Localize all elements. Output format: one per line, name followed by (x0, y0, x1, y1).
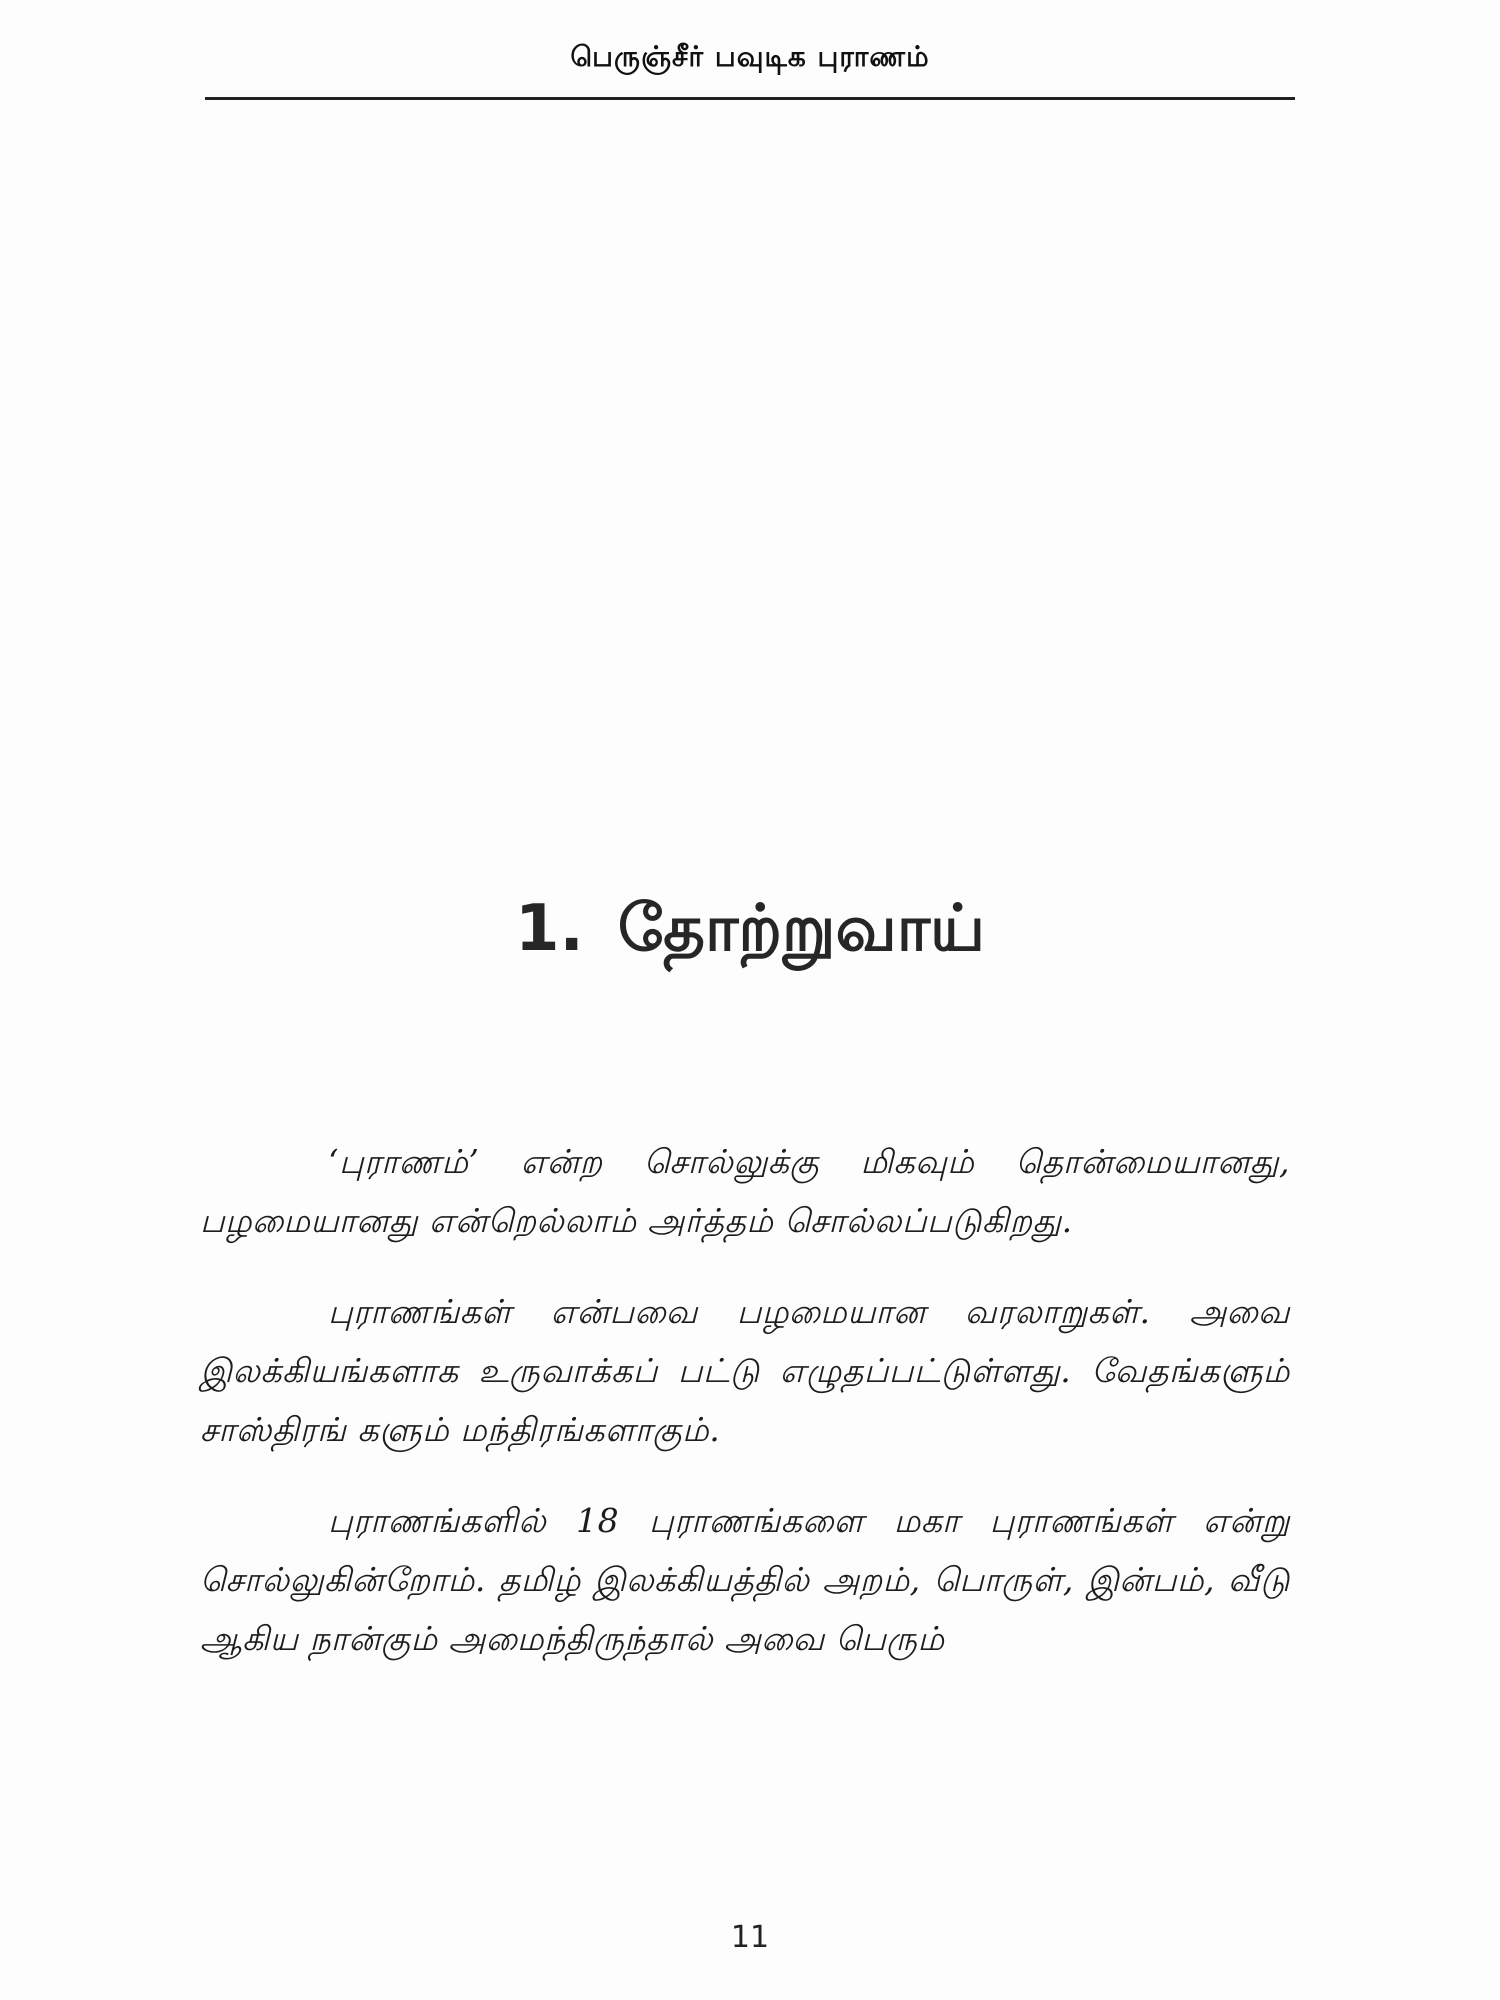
chapter-number: 1. (514, 892, 584, 966)
paragraph-2: புராணங்கள் என்பவை பழமையான வரலாறுகள். அவை இலக்கியங்களாக உருவாக்கப் பட்டு எழுதப்பட்டுள்ளது. வேதங்களும் சாஸ்திரங் களும் மந்திரங்களாகும். (200, 1292, 1290, 1449)
paragraph-3: புராணங்களில் 18 புராணங்களை மகா புராணங்கள் என்று சொல்லுகின்றோம். தமிழ் இலக்கியத்தில் அறம், பொருள், இன்பம், வீடு ஆகிய நான்கும் அமைந்திருந்தால் அவை பெரும் (200, 1501, 1290, 1658)
chapter-title: தோற்றுவாய் (617, 892, 986, 966)
paragraph-1: ‘புராணம்’ என்ற சொல்லுக்கு மிகவும் தொன்மையானது, பழமையானது என்றெல்லாம் அர்த்தம் சொல்லப்படுகிறது. (200, 1142, 1290, 1240)
body-text (200, 1132, 1290, 1700)
chapter-heading (205, 892, 1295, 974)
header-rule (205, 97, 1295, 100)
running-header: பெருஞ்சீர் பவுடிக புராணம் (570, 40, 930, 73)
page-number: 11 (730, 1920, 770, 1955)
